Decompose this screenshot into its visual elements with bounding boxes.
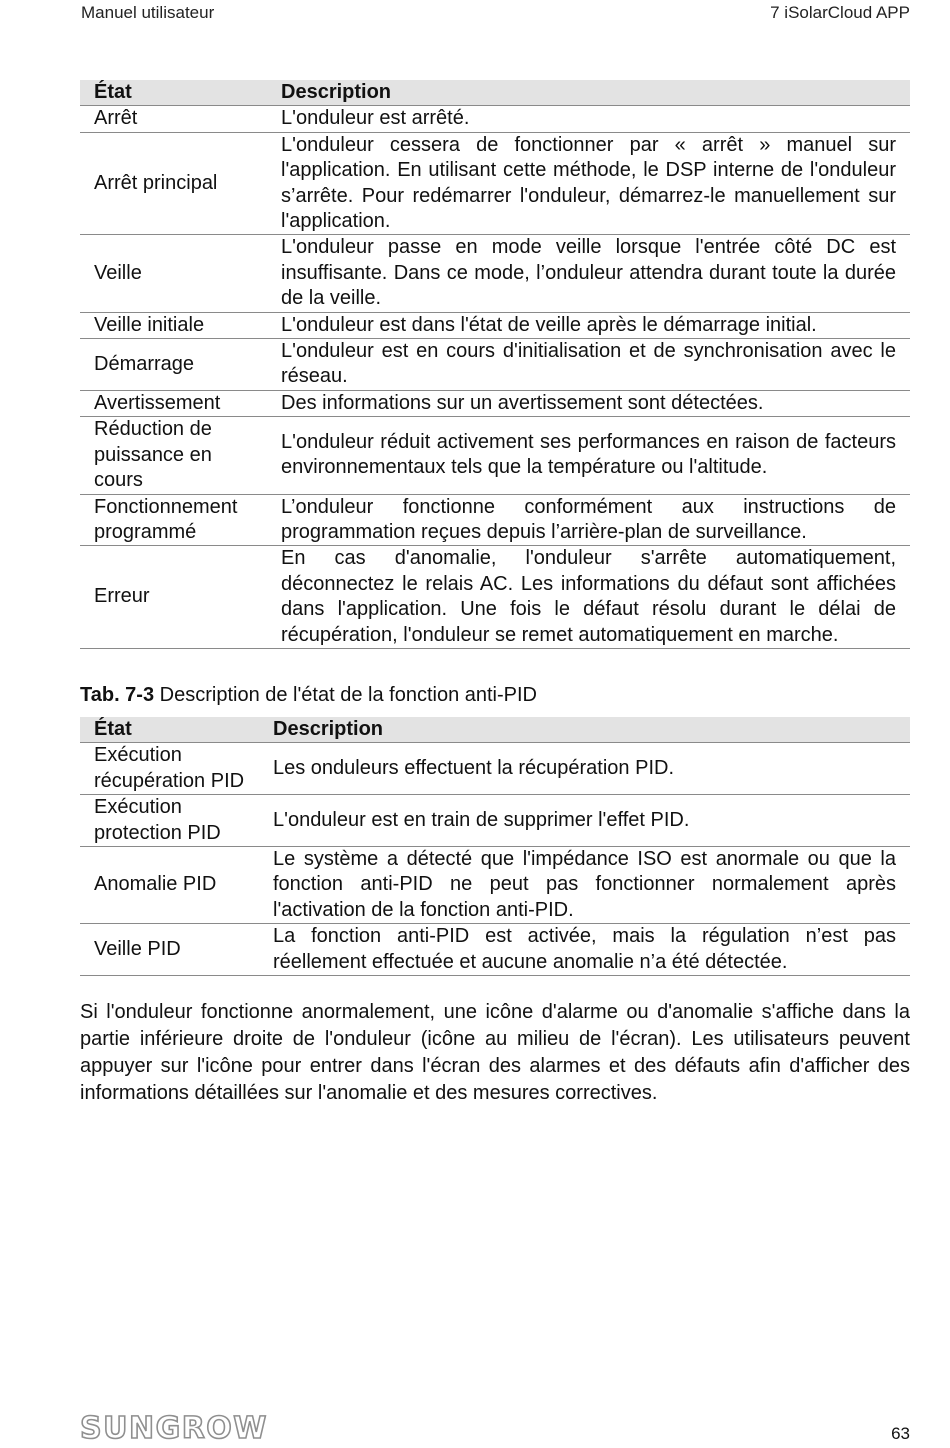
description-cell: L'onduleur est en train de supprimer l'effet PID. <box>259 795 910 847</box>
table-row <box>80 795 910 847</box>
state-cell: Avertissement <box>80 390 267 416</box>
state-cell: Veille initiale <box>80 312 267 338</box>
description-cell: L'onduleur est arrêté. <box>267 106 910 132</box>
description-cell: L’onduleur fonctionne conformément aux instructions de programmation reçues depuis l’arrière-plan de surveillance. <box>267 494 910 546</box>
description-cell: L'onduleur réduit activement ses performances en raison de facteurs environnementaux tels que la température ou l'altitude. <box>267 417 910 494</box>
state-cell: Arrêt <box>80 106 267 132</box>
description-cell: L'onduleur passe en mode veille lorsque l'entrée côté DC est insuffisante. Dans ce mode, l’onduleur attendra durant toute la durée de la veille. <box>267 235 910 312</box>
column-header-description: Description <box>259 717 910 743</box>
state-cell: Exécution récupération PID <box>80 743 259 795</box>
table-row <box>80 546 910 649</box>
table-row <box>80 235 910 312</box>
column-header-state: État <box>80 80 267 106</box>
state-cell: Réduction de puissance en cours <box>80 417 267 494</box>
table-row <box>80 390 910 416</box>
description-cell: En cas d'anomalie, l'onduleur s'arrête automatiquement, déconnectez le relais AC. Les informations du défaut sont affichées dans l'application. Une fois le défaut résolu durant le délai de récupération, l'onduleur se remet automatiquement en marche. <box>267 546 910 649</box>
description-cell: L'onduleur cessera de fonctionner par « arrêt » manuel sur l'application. En utilisant cette méthode, le DSP interne de l'onduleur s’arrête. Pour redémarrer l'onduleur, démarrez-le manuellement sur l'application. <box>267 132 910 235</box>
body-paragraph: Si l'onduleur fonctionne anormalement, une icône d'alarme ou d'anomalie s'affiche dans la partie inférieure droite de l'onduleur (icône au milieu de l'écran). Les utilisateurs peuvent appuyer sur l'icône pour entrer dans l'écran des alarmes et des défauts afin d'afficher des informations détaillées sur l'anomalie et des mesures correctives. <box>80 1001 910 1104</box>
running-header-title: Manuel utilisateur <box>81 3 215 22</box>
description-cell: L'onduleur est en cours d'initialisation et de synchronisation avec le réseau. <box>267 339 910 391</box>
state-cell: Fonctionnement programmé <box>80 494 267 546</box>
description-cell: Des informations sur un avertissement sont détectées. <box>267 390 910 416</box>
state-cell: Veille PID <box>80 924 259 976</box>
table-header-row <box>80 717 910 743</box>
table-row <box>80 743 910 795</box>
table-row <box>80 106 910 132</box>
description-cell: La fonction anti-PID est activée, mais la régulation n’est pas réellement effectuée et aucune anomalie n’a été détectée. <box>259 924 910 976</box>
table-row <box>80 494 910 546</box>
state-cell: Veille <box>80 235 267 312</box>
table-row <box>80 312 910 338</box>
running-header-chapter: 7 iSolarCloud APP <box>770 3 910 22</box>
table-header-row <box>80 80 910 106</box>
description-cell: Les onduleurs effectuent la récupération PID. <box>259 743 910 795</box>
inverter-state-table <box>80 80 910 649</box>
state-cell: Arrêt principal <box>80 132 267 235</box>
state-cell: Démarrage <box>80 339 267 391</box>
sungrow-logo <box>80 1412 280 1442</box>
anti-pid-state-table <box>80 717 910 976</box>
caption-label: Tab. 7-3 <box>80 684 155 706</box>
state-cell: Anomalie PID <box>80 847 259 924</box>
description-cell: Le système a détecté que l'impédance ISO est anormale ou que la fonction anti-PID ne peut pas fonctionner normalement après l'activation de la fonction anti-PID. <box>259 847 910 924</box>
page-number: 63 <box>891 1424 910 1443</box>
description-cell: L'onduleur est dans l'état de veille après le démarrage initial. <box>267 312 910 338</box>
logo-wordmark: SUNGROW <box>80 1412 268 1442</box>
table-row <box>80 132 910 235</box>
state-cell: Exécution protection PID <box>80 795 259 847</box>
column-header-state: État <box>80 717 259 743</box>
table-row <box>80 847 910 924</box>
table-caption <box>80 684 537 707</box>
table-row <box>80 924 910 976</box>
state-cell: Erreur <box>80 546 267 649</box>
table-row <box>80 417 910 494</box>
column-header-description: Description <box>267 80 910 106</box>
table-row <box>80 339 910 391</box>
caption-text: Description de l'état de la fonction anti-PID <box>154 684 538 706</box>
